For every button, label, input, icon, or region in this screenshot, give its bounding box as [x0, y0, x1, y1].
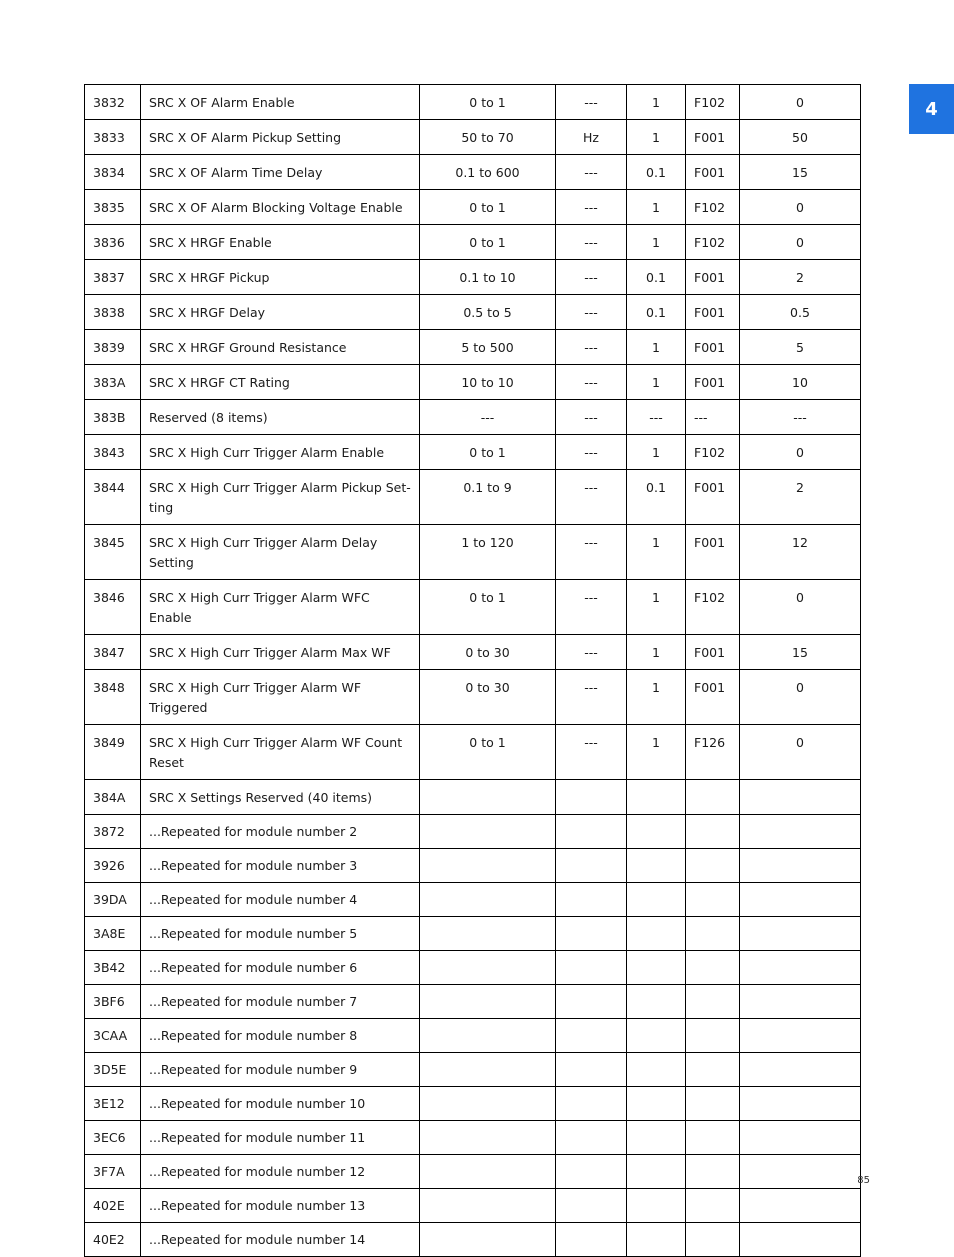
- description-cell: SRC X High Curr Trigger Alarm WF Count Reset: [141, 725, 420, 780]
- table-row: [85, 85, 861, 120]
- default-cell: [740, 1019, 861, 1053]
- default-cell: [740, 1223, 861, 1257]
- range-cell: [420, 883, 556, 917]
- units-cell: ---: [556, 580, 627, 635]
- description-cell: ...Repeated for module number 7: [141, 985, 420, 1019]
- address-cell: 3832: [85, 85, 141, 120]
- table-row: [85, 1155, 861, 1189]
- default-cell: 2: [740, 470, 861, 525]
- format-cell: F001: [686, 365, 740, 400]
- units-cell: ---: [556, 85, 627, 120]
- address-cell: 3839: [85, 330, 141, 365]
- step-cell: 1: [627, 225, 686, 260]
- description-cell: ...Repeated for module number 4: [141, 883, 420, 917]
- range-cell: ---: [420, 400, 556, 435]
- default-cell: [740, 985, 861, 1019]
- default-cell: 0: [740, 225, 861, 260]
- units-cell: [556, 917, 627, 951]
- units-cell: [556, 780, 627, 815]
- format-cell: [686, 780, 740, 815]
- units-cell: ---: [556, 400, 627, 435]
- format-cell: F001: [686, 635, 740, 670]
- description-cell: SRC X HRGF Delay: [141, 295, 420, 330]
- default-cell: 50: [740, 120, 861, 155]
- range-cell: 10 to 10: [420, 365, 556, 400]
- format-cell: F001: [686, 330, 740, 365]
- description-cell: SRC X High Curr Trigger Alarm Max WF: [141, 635, 420, 670]
- address-cell: 3BF6: [85, 985, 141, 1019]
- address-cell: 3834: [85, 155, 141, 190]
- step-cell: 0.1: [627, 155, 686, 190]
- table-row: [85, 985, 861, 1019]
- address-cell: 39DA: [85, 883, 141, 917]
- format-cell: F102: [686, 85, 740, 120]
- description-cell: SRC X OF Alarm Pickup Setting: [141, 120, 420, 155]
- units-cell: ---: [556, 525, 627, 580]
- default-cell: 0: [740, 190, 861, 225]
- units-cell: [556, 1189, 627, 1223]
- range-cell: [420, 985, 556, 1019]
- format-cell: F102: [686, 435, 740, 470]
- description-cell: ...Repeated for module number 10: [141, 1087, 420, 1121]
- format-cell: [686, 815, 740, 849]
- table-row: [85, 400, 861, 435]
- step-cell: [627, 815, 686, 849]
- format-cell: [686, 951, 740, 985]
- default-cell: 0.5: [740, 295, 861, 330]
- units-cell: ---: [556, 190, 627, 225]
- units-cell: ---: [556, 330, 627, 365]
- description-cell: SRC X OF Alarm Enable: [141, 85, 420, 120]
- table-row: [85, 190, 861, 225]
- table-row: [85, 295, 861, 330]
- table-row: [85, 525, 861, 580]
- register-table: [84, 84, 861, 1257]
- range-cell: [420, 815, 556, 849]
- default-cell: 0: [740, 580, 861, 635]
- table-row: [85, 1223, 861, 1257]
- description-cell: ...Repeated for module number 8: [141, 1019, 420, 1053]
- default-cell: 2: [740, 260, 861, 295]
- step-cell: 1: [627, 190, 686, 225]
- table-row: [85, 849, 861, 883]
- format-cell: [686, 917, 740, 951]
- address-cell: 383B: [85, 400, 141, 435]
- step-cell: [627, 1087, 686, 1121]
- range-cell: [420, 1155, 556, 1189]
- format-cell: [686, 849, 740, 883]
- units-cell: ---: [556, 295, 627, 330]
- description-cell: ...Repeated for module number 9: [141, 1053, 420, 1087]
- step-cell: [627, 780, 686, 815]
- default-cell: [740, 917, 861, 951]
- units-cell: [556, 883, 627, 917]
- format-cell: F001: [686, 525, 740, 580]
- format-cell: F001: [686, 470, 740, 525]
- range-cell: 0.1 to 9: [420, 470, 556, 525]
- description-cell: ...Repeated for module number 12: [141, 1155, 420, 1189]
- table-row: [85, 951, 861, 985]
- default-cell: 12: [740, 525, 861, 580]
- format-cell: [686, 1121, 740, 1155]
- description-cell: ...Repeated for module number 13: [141, 1189, 420, 1223]
- table-row: [85, 225, 861, 260]
- step-cell: 1: [627, 365, 686, 400]
- format-cell: [686, 1223, 740, 1257]
- table-row: [85, 330, 861, 365]
- range-cell: 0.1 to 10: [420, 260, 556, 295]
- table-row: [85, 580, 861, 635]
- step-cell: [627, 985, 686, 1019]
- address-cell: 3CAA: [85, 1019, 141, 1053]
- default-cell: [740, 951, 861, 985]
- step-cell: [627, 951, 686, 985]
- format-cell: [686, 985, 740, 1019]
- step-cell: [627, 1223, 686, 1257]
- table-row: [85, 1087, 861, 1121]
- description-cell: ...Repeated for module number 3: [141, 849, 420, 883]
- table-row: [85, 670, 861, 725]
- step-cell: 1: [627, 120, 686, 155]
- default-cell: 15: [740, 635, 861, 670]
- units-cell: [556, 985, 627, 1019]
- range-cell: 0.1 to 600: [420, 155, 556, 190]
- range-cell: 0 to 30: [420, 635, 556, 670]
- address-cell: 3833: [85, 120, 141, 155]
- address-cell: 3D5E: [85, 1053, 141, 1087]
- address-cell: 3F7A: [85, 1155, 141, 1189]
- range-cell: 0 to 30: [420, 670, 556, 725]
- address-cell: 3843: [85, 435, 141, 470]
- default-cell: 0: [740, 85, 861, 120]
- address-cell: 3848: [85, 670, 141, 725]
- step-cell: [627, 849, 686, 883]
- description-cell: SRC X Settings Reserved (40 items): [141, 780, 420, 815]
- units-cell: ---: [556, 670, 627, 725]
- table-row: [85, 780, 861, 815]
- table-row: [85, 1019, 861, 1053]
- table-row: [85, 725, 861, 780]
- range-cell: 0 to 1: [420, 85, 556, 120]
- default-cell: 5: [740, 330, 861, 365]
- units-cell: [556, 1087, 627, 1121]
- format-cell: [686, 1189, 740, 1223]
- description-cell: ...Repeated for module number 11: [141, 1121, 420, 1155]
- range-cell: [420, 1053, 556, 1087]
- description-cell: SRC X OF Alarm Blocking Voltage Enable: [141, 190, 420, 225]
- format-cell: F102: [686, 190, 740, 225]
- format-cell: [686, 1155, 740, 1189]
- units-cell: ---: [556, 435, 627, 470]
- range-cell: 0 to 1: [420, 225, 556, 260]
- description-cell: ...Repeated for module number 14: [141, 1223, 420, 1257]
- step-cell: 1: [627, 725, 686, 780]
- table-row: [85, 365, 861, 400]
- default-cell: 15: [740, 155, 861, 190]
- range-cell: 0 to 1: [420, 725, 556, 780]
- step-cell: 1: [627, 85, 686, 120]
- range-cell: 0 to 1: [420, 435, 556, 470]
- default-cell: [740, 883, 861, 917]
- units-cell: [556, 1121, 627, 1155]
- chapter-tab: 4: [909, 84, 954, 134]
- step-cell: [627, 1189, 686, 1223]
- default-cell: 0: [740, 435, 861, 470]
- address-cell: 3838: [85, 295, 141, 330]
- description-cell: SRC X HRGF Enable: [141, 225, 420, 260]
- format-cell: [686, 1053, 740, 1087]
- table-row: [85, 917, 861, 951]
- format-cell: [686, 1087, 740, 1121]
- table-row: [85, 260, 861, 295]
- range-cell: [420, 917, 556, 951]
- address-cell: 3B42: [85, 951, 141, 985]
- format-cell: F001: [686, 120, 740, 155]
- format-cell: F001: [686, 155, 740, 190]
- description-cell: SRC X High Curr Trigger Alarm WFC Enable: [141, 580, 420, 635]
- range-cell: [420, 849, 556, 883]
- default-cell: 10: [740, 365, 861, 400]
- address-cell: 3849: [85, 725, 141, 780]
- address-cell: 3847: [85, 635, 141, 670]
- address-cell: 383A: [85, 365, 141, 400]
- step-cell: [627, 917, 686, 951]
- range-cell: 5 to 500: [420, 330, 556, 365]
- table-row: [85, 435, 861, 470]
- format-cell: F001: [686, 260, 740, 295]
- description-cell: ...Repeated for module number 2: [141, 815, 420, 849]
- address-cell: 3926: [85, 849, 141, 883]
- units-cell: [556, 1223, 627, 1257]
- description-cell: SRC X HRGF Pickup: [141, 260, 420, 295]
- units-cell: ---: [556, 260, 627, 295]
- description-cell: SRC X High Curr Trigger Alarm WF Triggered: [141, 670, 420, 725]
- units-cell: ---: [556, 365, 627, 400]
- units-cell: Hz: [556, 120, 627, 155]
- address-cell: 3872: [85, 815, 141, 849]
- default-cell: ---: [740, 400, 861, 435]
- default-cell: [740, 1087, 861, 1121]
- range-cell: 0.5 to 5: [420, 295, 556, 330]
- format-cell: [686, 883, 740, 917]
- range-cell: [420, 1189, 556, 1223]
- address-cell: 40E2: [85, 1223, 141, 1257]
- range-cell: [420, 780, 556, 815]
- range-cell: [420, 1121, 556, 1155]
- default-cell: [740, 815, 861, 849]
- units-cell: [556, 1019, 627, 1053]
- description-cell: ...Repeated for module number 6: [141, 951, 420, 985]
- table-row: [85, 120, 861, 155]
- step-cell: [627, 1155, 686, 1189]
- address-cell: 3846: [85, 580, 141, 635]
- range-cell: [420, 951, 556, 985]
- format-cell: F001: [686, 295, 740, 330]
- description-cell: SRC X High Curr Trigger Alarm Delay Setting: [141, 525, 420, 580]
- step-cell: [627, 1053, 686, 1087]
- range-cell: [420, 1087, 556, 1121]
- table-row: [85, 1189, 861, 1223]
- default-cell: [740, 1053, 861, 1087]
- default-cell: 0: [740, 725, 861, 780]
- units-cell: ---: [556, 725, 627, 780]
- units-cell: ---: [556, 470, 627, 525]
- step-cell: 1: [627, 330, 686, 365]
- default-cell: [740, 1189, 861, 1223]
- table-row: [85, 155, 861, 190]
- address-cell: 3837: [85, 260, 141, 295]
- description-cell: ...Repeated for module number 5: [141, 917, 420, 951]
- address-cell: 3844: [85, 470, 141, 525]
- range-cell: 0 to 1: [420, 580, 556, 635]
- units-cell: [556, 849, 627, 883]
- units-cell: ---: [556, 225, 627, 260]
- step-cell: 1: [627, 580, 686, 635]
- page-number: 85: [857, 1175, 870, 1186]
- description-cell: Reserved (8 items): [141, 400, 420, 435]
- default-cell: [740, 849, 861, 883]
- units-cell: [556, 951, 627, 985]
- range-cell: [420, 1019, 556, 1053]
- range-cell: 0 to 1: [420, 190, 556, 225]
- range-cell: 1 to 120: [420, 525, 556, 580]
- step-cell: 1: [627, 670, 686, 725]
- default-cell: [740, 780, 861, 815]
- format-cell: F126: [686, 725, 740, 780]
- address-cell: 3A8E: [85, 917, 141, 951]
- format-cell: ---: [686, 400, 740, 435]
- address-cell: 3836: [85, 225, 141, 260]
- step-cell: 0.1: [627, 260, 686, 295]
- table-row: [85, 635, 861, 670]
- range-cell: [420, 1223, 556, 1257]
- range-cell: 50 to 70: [420, 120, 556, 155]
- address-cell: 3E12: [85, 1087, 141, 1121]
- description-cell: SRC X High Curr Trigger Alarm Enable: [141, 435, 420, 470]
- table-row: [85, 815, 861, 849]
- table-row: [85, 883, 861, 917]
- address-cell: 3EC6: [85, 1121, 141, 1155]
- units-cell: [556, 1053, 627, 1087]
- table-row: [85, 1121, 861, 1155]
- step-cell: 0.1: [627, 295, 686, 330]
- format-cell: [686, 1019, 740, 1053]
- table-row: [85, 470, 861, 525]
- address-cell: 3845: [85, 525, 141, 580]
- table-row: [85, 1053, 861, 1087]
- address-cell: 384A: [85, 780, 141, 815]
- step-cell: [627, 883, 686, 917]
- format-cell: F001: [686, 670, 740, 725]
- step-cell: [627, 1121, 686, 1155]
- description-cell: SRC X OF Alarm Time Delay: [141, 155, 420, 190]
- step-cell: [627, 1019, 686, 1053]
- description-cell: SRC X High Curr Trigger Alarm Pickup Set-ting: [141, 470, 420, 525]
- format-cell: F102: [686, 580, 740, 635]
- units-cell: ---: [556, 155, 627, 190]
- address-cell: 402E: [85, 1189, 141, 1223]
- default-cell: 0: [740, 670, 861, 725]
- format-cell: F102: [686, 225, 740, 260]
- address-cell: 3835: [85, 190, 141, 225]
- step-cell: ---: [627, 400, 686, 435]
- step-cell: 1: [627, 525, 686, 580]
- step-cell: 1: [627, 435, 686, 470]
- units-cell: ---: [556, 635, 627, 670]
- default-cell: [740, 1121, 861, 1155]
- description-cell: SRC X HRGF Ground Resistance: [141, 330, 420, 365]
- description-cell: SRC X HRGF CT Rating: [141, 365, 420, 400]
- units-cell: [556, 815, 627, 849]
- register-table-body: [85, 85, 861, 1257]
- units-cell: [556, 1155, 627, 1189]
- step-cell: 1: [627, 635, 686, 670]
- step-cell: 0.1: [627, 470, 686, 525]
